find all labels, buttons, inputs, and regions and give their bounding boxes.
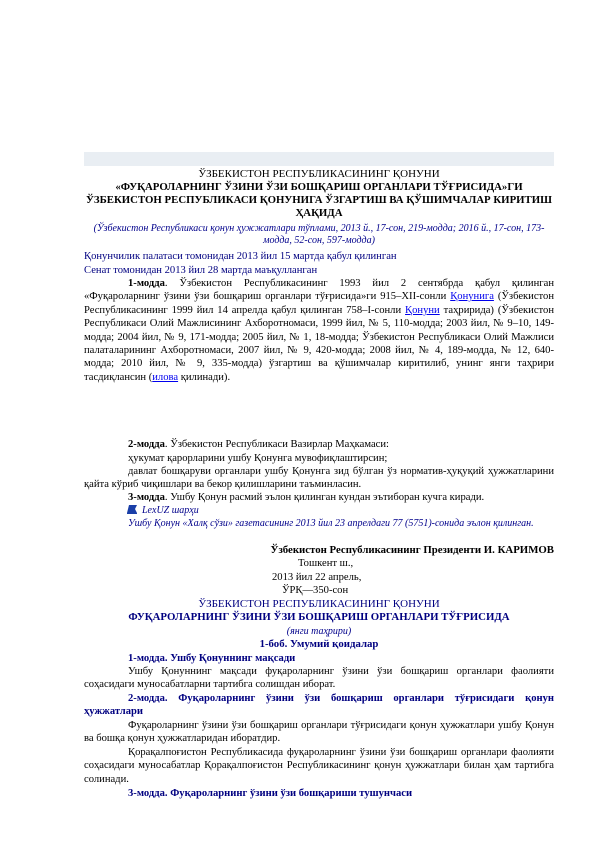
lex-label: LexUZ шарҳи bbox=[142, 505, 199, 516]
gazette-note: Ушбу Қонун «Халқ сўзи» газетасининг 2013 йил 23 апрелдаги 77 (5751)-сонида эълон қилинган. bbox=[128, 518, 534, 529]
adopted-line: Қонунчилик палатаси томонидан 2013 йил 15 мартда қабул қилинган bbox=[84, 251, 397, 262]
article-2-text: . Ўзбекистон Республикаси Вазирлар Маҳкамаси: bbox=[164, 439, 389, 450]
article-1-label: 1-модда bbox=[128, 278, 165, 289]
edition-note: (янги таҳрири) bbox=[286, 626, 352, 637]
article-2-item-1: ҳукумат қарорларини ушбу Қонунга мувофиқлаштирсин; bbox=[128, 453, 388, 464]
law-subtitle: «ФУҚАРОЛАРНИНГ ЎЗИНИ ЎЗИ БОШҚАРИШ ОРГАНЛАРИ ТЎҒРИСИДА»ГИ ЎЗБЕКИСТОН РЕСПУБЛИКАСИ ҚОНУНИГА ЎЗГАРТИШ ВА ҚЎШИМЧАЛАР КИРИТИШ ҲАҚИДА bbox=[85, 181, 553, 220]
new-edition-subtitle: ФУҚАРОЛАРНИНГ ЎЗИНИ ЎЗИ БОШҚАРИШ ОРГАНЛАРИ ТЎҒРИСИДА bbox=[128, 611, 510, 623]
sign-city: Тошкент ш., bbox=[298, 558, 354, 569]
law-edition-link[interactable]: Қонуни bbox=[405, 304, 440, 316]
new-edition-title: ЎЗБЕКИСТОН РЕСПУБЛИКАСИНИНГ ҚОНУНИ bbox=[198, 598, 440, 610]
article-1 bbox=[84, 277, 554, 384]
sign-date: 2013 йил 22 апрель, bbox=[272, 572, 362, 583]
article-3 bbox=[84, 491, 554, 504]
article-1-text-d: қилинади). bbox=[178, 371, 231, 383]
signature: Ўзбекистон Республикасининг Президенти И. КАРИМОВ bbox=[270, 544, 554, 556]
article-1-text-a: . Ўзбекистон Республикасининг 1993 йил 2 сентябрда қабул қилинган «Фуқароларнинг ўзини ўзи бошқариш органлари тўғрисида»ги 915–XII-сонли bbox=[84, 278, 554, 303]
article-2 bbox=[84, 438, 554, 451]
law-link[interactable]: Қонунига bbox=[450, 291, 494, 303]
article-1-heading: 1-модда. Ушбу Қонуннинг мақсади bbox=[128, 653, 296, 664]
article-3-heading: 3-модда. Фуқароларнинг ўзини ўзи бошқариши тушунчаси bbox=[128, 788, 413, 799]
law-title: ЎЗБЕКИСТОН РЕСПУБЛИКАСИНИНГ ҚОНУНИ bbox=[198, 168, 440, 180]
appendix-link[interactable]: илова bbox=[152, 371, 179, 383]
article-2-label: 2-модда bbox=[128, 439, 165, 450]
article-1-text-c: таҳририда) (Ўзбекистон Республикаси Олий Мажлисининг Ахборотномаси, 1999 йил, № 5, 110-модда; 2003 йил, № 9–10, 149-модда; 2004 йил, № 9, 171-модда; 2005 йил, № 1, 18-модда; Ўзбекистон Республикаси Олий Мажлиси палаталарининг Ахборотномаси, 2007 йил, № 9, 420-модда; 2008 йил, № 4, 189-модда, № 12, 640-модда; 2010 йил, № 9, 335-модда) ўзгартиш ва қўшимчалар киритилиб, унинг янги таҳрири тасдиқлансин ( bbox=[84, 304, 554, 383]
header-band bbox=[84, 152, 554, 166]
chapter-heading: 1-боб. Умумий қоидалар bbox=[259, 638, 379, 650]
approved-line: Сенат томонидан 2013 йил 28 мартда маъқулланган bbox=[84, 265, 318, 276]
article-1-body: Ушбу Қонуннинг мақсади фуқароларнинг ўзини ўзи бошқариш органлари фаолияти соҳасидаги муносабатларни тартибга солишдан иборат. bbox=[84, 666, 554, 691]
article-2-body-1: Фуқароларнинг ўзини ўзи бошқариш органлари тўғрисидаги қонун ҳужжатлари ушбу Қонун ва бошқа қонун ҳужжатларидан иборатдир. bbox=[84, 720, 554, 745]
source-note: (Ўзбекистон Республикаси қонун ҳужжатлари тўплами, 2013 й., 17-сон, 219-модда; 2016 й., 17-сон, 173-модда, 52-сон, 597-модда) bbox=[93, 223, 545, 246]
article-3-text: . Ушбу Қонун расмий эълон қилинган кундан эътиборан кучга киради. bbox=[164, 492, 485, 503]
lex-flag-icon bbox=[126, 504, 138, 514]
article-2-body-2: Қорақалпоғистон Республикасида фуқароларнинг ўзини ўзи бошқариш органлари фаолияти соҳасидаги муносабатлар Қорақалпоғистон Республикасининг қонун ҳужжатлари билан ҳам тартибга солинади. bbox=[84, 747, 554, 785]
article-2-heading: 2-модда. Фуқароларнинг ўзини ўзи бошқариш органлари тўғрисидаги қонун ҳужжатлари bbox=[84, 693, 554, 718]
sign-number: ЎРҚ—350-сон bbox=[282, 585, 349, 596]
article-2-item-2: давлат бошқаруви органлари ушбу Қонунга зид бўлган ўз норматив-ҳуқуқий ҳужжатларини қайта кўриб чиқишлари ва бекор қилишларини таъминласин. bbox=[84, 466, 554, 491]
lex-comment[interactable] bbox=[126, 504, 199, 517]
article-3-label: 3-модда bbox=[128, 492, 165, 503]
article-1-text-b: (Ўзбекистон Республикасининг 1999 йил 14 апрелда қабул қилинган 758–I-сонли bbox=[84, 291, 554, 316]
